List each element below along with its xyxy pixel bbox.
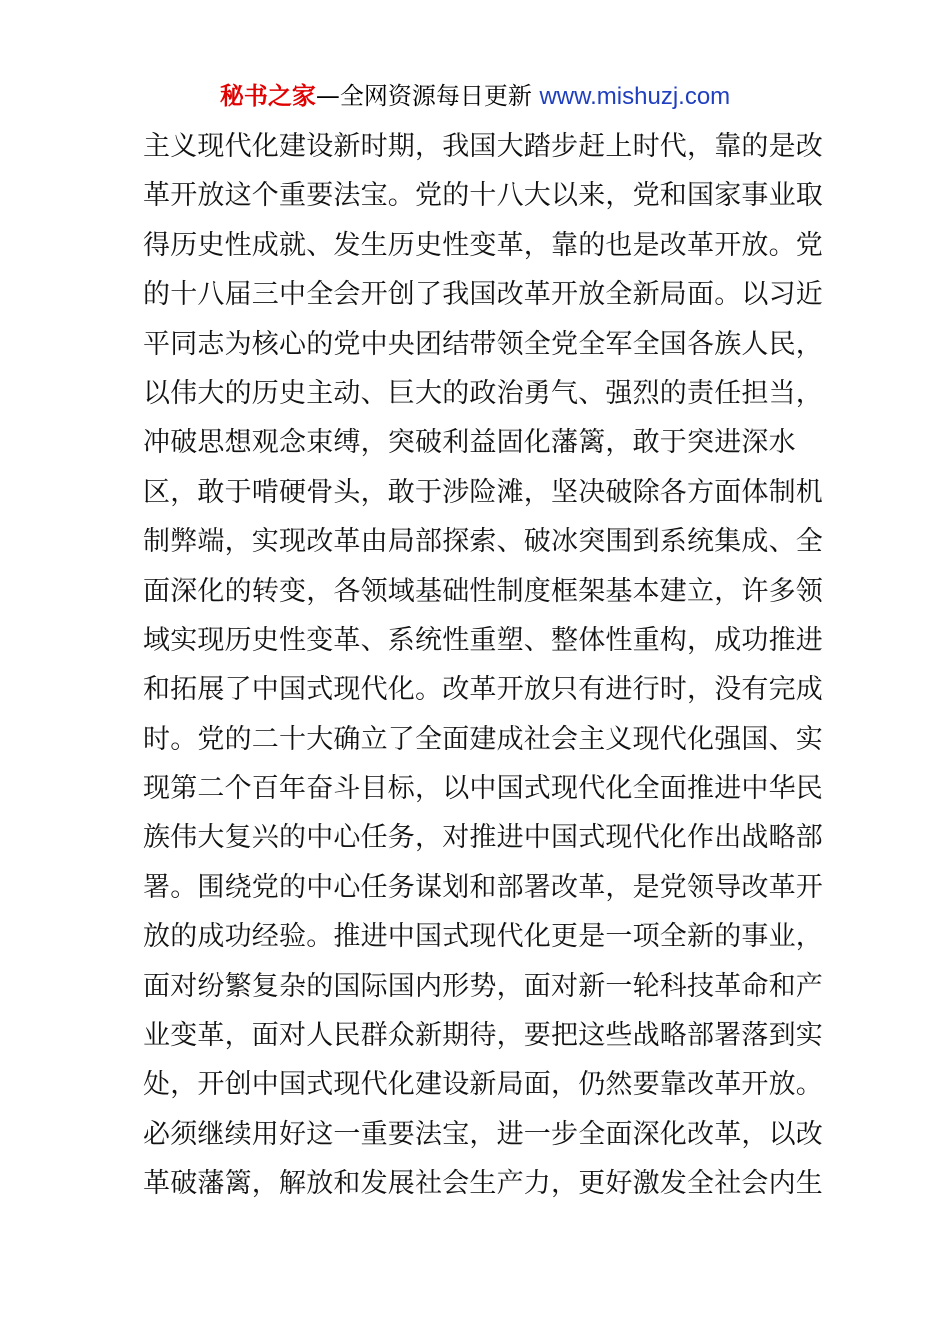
text-line: 时。党的二十大确立了全面建成社会主义现代化强国、实 [143,723,823,755]
text-line: 革破藩篱，解放和发展社会生产力，更好激发全社会内生 [143,1168,823,1200]
text-line: 的十八届三中全会开创了我国改革开放全新局面。以习近 [143,279,823,311]
text-line: 必须继续用好这一重要法宝，进一步全面深化改革，以改 [143,1118,823,1150]
text-line: 平同志为核心的党中央团结带领全党全军全国各族人民， [143,328,823,360]
text-line: 现第二个百年奋斗目标，以中国式现代化全面推进中华民 [143,773,823,805]
text-line: 放的成功经验。推进中国式现代化更是一项全新的事业， [143,921,823,953]
text-line: 业变革，面对人民群众新期待，要把这些战略部署落到实 [143,1020,823,1052]
text-line: 得历史性成就、发生历史性变革，靠的也是改革开放。党 [143,229,823,261]
text-line: 族伟大复兴的中心任务，对推进中国式现代化作出战略部 [143,822,823,854]
page-header [0,80,950,113]
text-line: 域实现历史性变革、系统性重塑、整体性重构，成功推进 [143,624,823,656]
header-tagline: —全网资源每日更新 [315,82,532,110]
text-line: 革开放这个重要法宝。党的十八大以来，党和国家事业取 [143,180,823,212]
text-line: 处，开创中国式现代化建设新局面，仍然要靠改革开放。 [143,1069,823,1101]
text-line: 面对纷繁复杂的国际国内形势，面对新一轮科技革命和产 [143,970,823,1002]
text-line: 主义现代化建设新时期，我国大踏步赶上时代，靠的是改 [143,131,823,162]
site-url-link[interactable]: www.mishuzj.com [539,83,731,110]
text-line: 和拓展了中国式现代化。改革开放只有进行时，没有完成 [143,674,823,706]
brand-name: 秘书之家 [219,82,316,110]
document-body [143,122,823,1209]
text-line: 区，敢于啃硬骨头，敢于涉险滩，坚决破除各方面体制机 [143,476,823,508]
text-line: 以伟大的历史主动、巨大的政治勇气、强烈的责任担当， [143,377,823,409]
text-line: 冲破思想观念束缚，突破利益固化藩篱，敢于突进深水 [143,427,796,459]
text-line: 制弊端，实现改革由局部探索、破冰突围到系统集成、全 [143,526,823,558]
text-line: 署。围绕党的中心任务谋划和部署改革，是党领导改革开 [143,871,823,903]
text-line: 面深化的转变，各领域基础性制度框架基本建立，许多领 [143,575,823,607]
